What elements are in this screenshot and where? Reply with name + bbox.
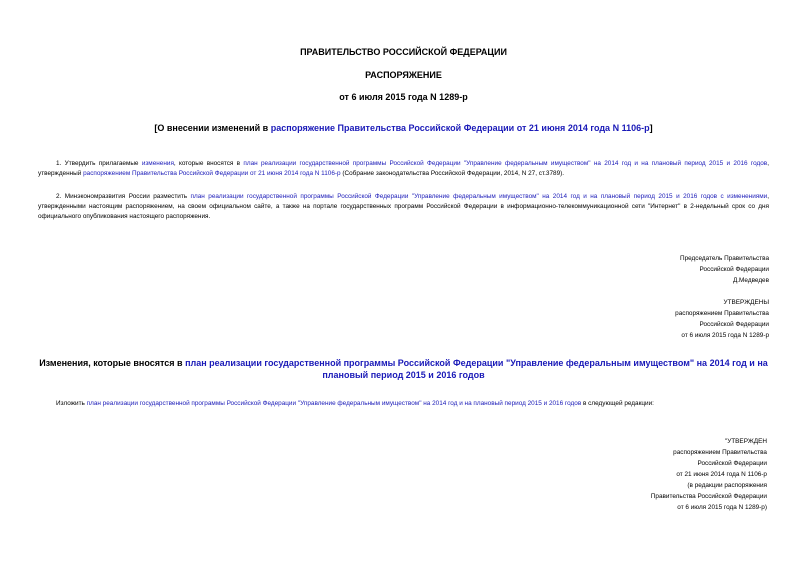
subject-open: [О внесении изменений в	[154, 123, 271, 133]
signature-line-1: Председатель Правительства	[680, 255, 769, 262]
signature-name: Д.Медведев	[732, 277, 769, 284]
approved-line-3: Российской Федерации	[699, 321, 769, 328]
paragraph-2	[38, 192, 769, 222]
paragraph-1-text-c: , утвержденный	[38, 160, 769, 177]
instruction-text-b: в следующей редакции:	[581, 400, 654, 407]
paragraph-1	[38, 159, 769, 179]
link-implementation-plan[interactable]: план реализации государственной программы Российской Федерации "Управление федеральным имуществом" на 2014 год и на плановый период 2015 и 2016 годов	[243, 160, 768, 167]
document-subject	[0, 123, 807, 133]
link-order-1106[interactable]: распоряжением Правительства Российской Федерации от 21 июня 2014 года N 1106-р	[83, 170, 341, 177]
paragraph-2-text-b: , утвержденными настоящим распоряжением, на своем официальном сайте, а также на портале государственных программ Российской Федерации в информационно-телекоммуникационной сети "Интернет" в 2-недельный срок со дня официального опубликования настоящего распоряжения.	[38, 193, 769, 220]
document-type: РАСПОРЯЖЕНИЕ	[365, 70, 442, 80]
approved-plan-block	[517, 436, 767, 513]
instruction-paragraph	[38, 399, 769, 409]
approved-plan-line-4: от 21 июня 2014 года N 1106-р	[676, 471, 767, 478]
paragraph-1-text-d: (Собрание законодательства Российской Федерации, 2014, N 27, ст.3789).	[340, 170, 565, 177]
approved-plan-line-2: распоряжением Правительства	[673, 449, 767, 456]
approved-block	[519, 297, 769, 341]
subject-close: ]	[649, 123, 653, 133]
approved-plan-line-7: от 6 июля 2015 года N 1289-р)	[677, 504, 767, 511]
paragraph-2-text-a: 2. Минэкономразвития России разместить	[56, 193, 191, 200]
paragraph-1-text-b: , которые вносятся в	[173, 160, 244, 167]
government-title: ПРАВИТЕЛЬСТВО РОССИЙСКОЙ ФЕДЕРАЦИИ	[300, 47, 507, 57]
approved-line-2: распоряжением Правительства	[675, 310, 769, 317]
approved-line-4: от 6 июля 2015 года N 1289-р	[681, 332, 769, 339]
link-plan-with-changes[interactable]: план реализации государственной программы Российской Федерации "Управление федеральным имуществом" на 2014 год и на плановый период 2015 и 2016 годов с изменениями	[190, 193, 768, 200]
changes-heading-link[interactable]: план реализации государственной программы Российской Федерации "Управление федеральным имуществом" на 2014 год и на плановый период 2015 и 2016 годов	[185, 358, 768, 380]
signature-line-2: Российской Федерации	[699, 266, 769, 273]
approved-plan-line-1: "УТВЕРЖДЕН	[724, 438, 767, 445]
approved-plan-line-3: Российской Федерации	[697, 460, 767, 467]
instruction-link-plan[interactable]: план реализации государственной программы Российской Федерации "Управление федеральным имуществом" на 2014 год и на плановый период 2015 и 2016 годов	[86, 400, 582, 407]
approved-plan-line-6: Правительства Российской Федерации	[650, 493, 767, 500]
paragraph-1-text-a: 1. Утвердить прилагаемые	[56, 160, 142, 167]
changes-heading	[38, 357, 769, 381]
subject-link-order-1106[interactable]: распоряжение Правительства Российской Федерации от 21 июня 2014 года N 1106-р	[270, 123, 650, 133]
signature-block	[519, 253, 769, 286]
approved-line-1: УТВЕРЖДЕНЫ	[723, 299, 769, 306]
link-changes[interactable]: изменения	[141, 160, 174, 167]
instruction-text-a: Изложить	[56, 400, 87, 407]
document-date-number: от 6 июля 2015 года N 1289-р	[339, 92, 468, 102]
approved-plan-line-5: (в редакции распоряжения	[687, 482, 767, 489]
changes-heading-text: Изменения, которые вносятся в	[39, 358, 186, 368]
